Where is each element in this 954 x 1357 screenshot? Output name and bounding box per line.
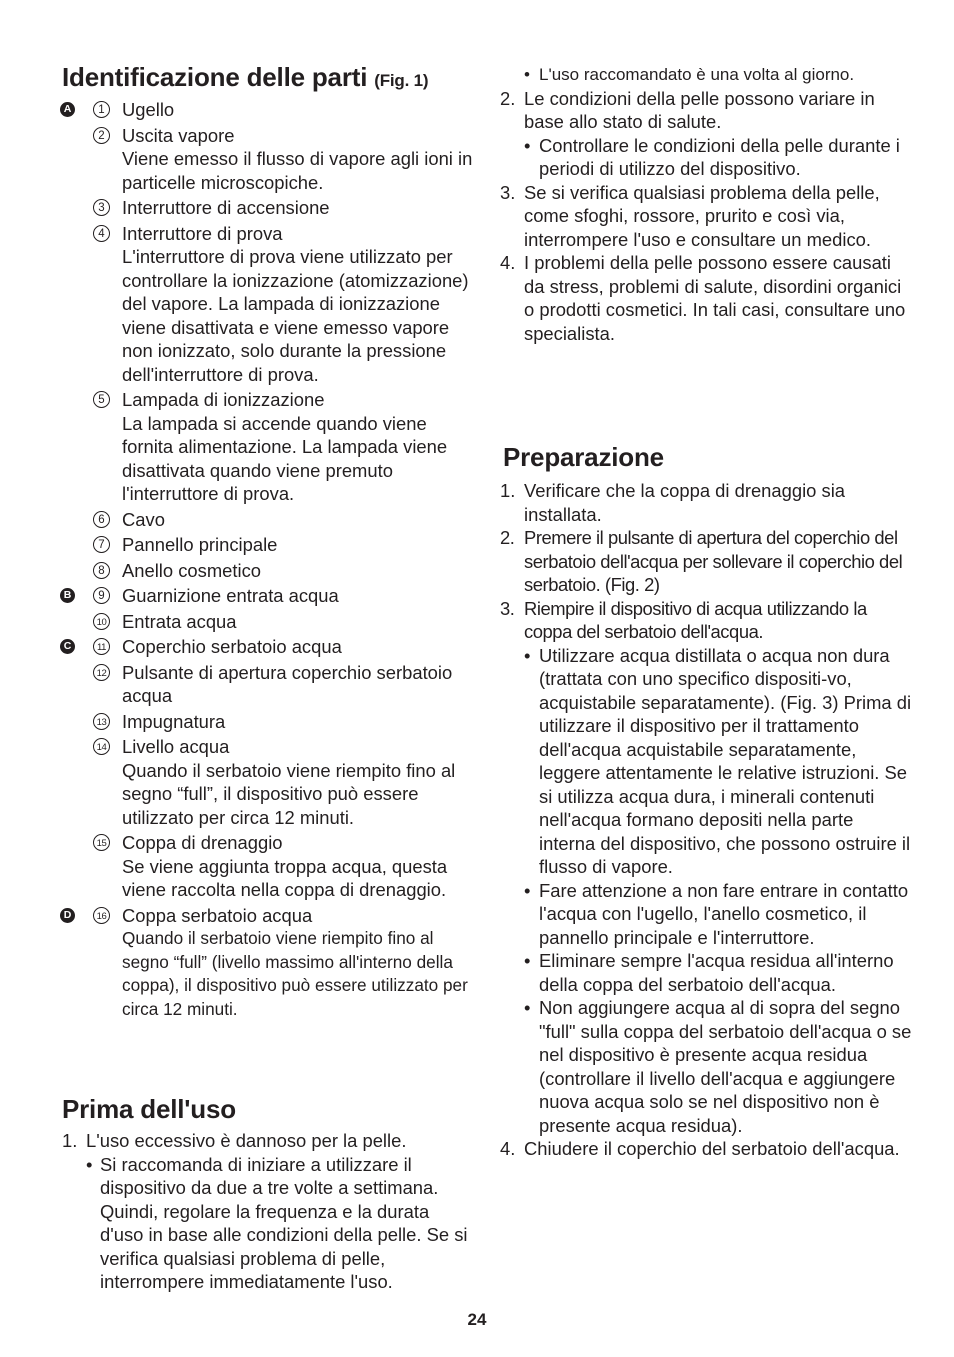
part-number: 4 [93, 225, 110, 242]
bullet-text: Controllare le condizioni della pelle durante i periodi di utilizzo del dispositivo. [539, 134, 900, 179]
part-item [62, 196, 482, 220]
bullet-text: Utilizzare acqua distillata o acqua non dura (trattata con uno specifico dispositi-vo, acquistabile separatamente). (Fig. 3) Prima di utilizzare il dispositivo per il trattamento dell'acqua acquistabile separatamente, leggere attentamente le relative istruzioni. Se si utilizza acqua dura, i minerali contenuti nell'acqua formano depositi nella parte interna del dispositivo, che possono ostruire il flusso di vapore. [539, 644, 912, 877]
bullet-text: Non aggiungere acqua al di sopra del segno "full" sulla coppa del serbatoio dell'acqua o se nel dispositivo è presente acqua residua (controllare il livello dell'acqua e aggiungere nuova acqua solo se nel dispositivo non è presente acqua residua). [539, 997, 912, 1136]
bullet-mark: • [524, 644, 531, 666]
page-number: 24 [467, 1310, 487, 1329]
section-marker: A [60, 102, 75, 117]
part-description: Viene emesso il flusso di vapore agli ioni in particelle microscopiche. [122, 148, 473, 193]
prima-uso-content [62, 1129, 476, 1294]
part-item [62, 904, 482, 1022]
preparazione-content [500, 479, 912, 1161]
part-label: Cavo [122, 508, 165, 530]
bullet-mark: • [524, 134, 531, 156]
list-item [500, 526, 912, 597]
part-label: Interruttore di prova [122, 222, 283, 244]
part-item [62, 222, 482, 387]
bullet-mark: • [86, 1153, 93, 1175]
part-item [62, 710, 482, 734]
part-label: Ugello [122, 99, 175, 120]
bullet-text: L'uso raccomandato è una volta al giorno. [539, 65, 855, 84]
bullet-text: Si raccomanda di iniziare a utilizzare il dispositivo da due a tre volte a settimana. Quindi, regolare la frequenza e la durata d'uso in base alle condizioni della pelle. Se si verifica qualsiasi problema di pelle, interrompere immediatamente l'uso. [100, 1153, 468, 1292]
item-number: 4. [500, 252, 516, 273]
bullet-item [500, 63, 910, 87]
part-description: Se viene aggiunta troppa acqua, questa viene raccolta nella coppa di drenaggio. [122, 855, 448, 900]
item-text: Premere il pulsante di apertura del coperchio del serbatoio dell'acqua per sollevare il coperchio del serbatoio. (Fig. 2) [524, 527, 903, 595]
part-item [62, 735, 482, 829]
part-label: Livello acqua [122, 736, 230, 757]
part-label: Coppa serbatoio acqua [122, 904, 313, 926]
part-number: 13 [93, 713, 110, 730]
part-number: 5 [93, 391, 110, 408]
bullet-mark: • [524, 65, 530, 84]
part-number: 1 [93, 101, 110, 118]
part-number: 10 [93, 613, 110, 630]
part-item [62, 661, 482, 708]
part-label: Anello cosmetico [122, 559, 262, 581]
bullet-item [500, 134, 910, 181]
list-item [500, 479, 912, 526]
title-text: Identificazione delle parti [62, 62, 368, 92]
part-label: Pulsante di apertura coperchio serbatoio acqua [122, 661, 453, 706]
bullet-mark: • [524, 997, 531, 1018]
part-item [62, 584, 482, 608]
section-title-preparazione: Preparazione [503, 442, 664, 472]
bullet-text: Eliminare sempre l'acqua residua all'interno della coppa del serbatoio dell'acqua. [539, 950, 894, 995]
item-number: 3. [500, 597, 515, 619]
section-title-identificazione [62, 62, 428, 93]
bullet-item [500, 949, 912, 996]
part-label: Uscita vapore [122, 124, 235, 146]
part-number: 14 [93, 738, 110, 755]
part-number: 7 [93, 536, 110, 553]
item-text: L'uso eccessivo è dannoso per la pelle. [86, 1130, 407, 1151]
section-marker: B [60, 588, 75, 603]
part-number: 2 [93, 127, 110, 144]
part-item [62, 98, 482, 122]
part-number: 3 [93, 199, 110, 216]
bullet-item [500, 996, 912, 1137]
bullet-mark: • [524, 950, 531, 971]
item-number: 1. [62, 1130, 78, 1151]
part-item [62, 559, 482, 583]
part-description: La lampada si accende quando viene fornita alimentazione. La lampada viene disattivata quando viene premuto l'interruttore di prova. [122, 412, 448, 504]
part-description: Quando il serbatoio viene riempito fino al segno “full” (livello massimo all'interno della coppa), il dispositivo può essere utilizzato per circa 12 minuti. [122, 928, 468, 1019]
bullet-item [62, 1153, 476, 1294]
part-label: Interruttore di accensione [122, 197, 330, 218]
item-text: Se si verifica qualsiasi problema della pelle, come sfoghi, rossore, prurito e così via, interrompere l'uso e consultare un medico. [524, 181, 880, 250]
part-item [62, 635, 482, 659]
figure-reference: (Fig. 1) [374, 71, 429, 90]
bullet-mark: • [524, 879, 531, 901]
list-item [62, 1129, 476, 1153]
part-number: 9 [93, 587, 110, 604]
part-label: Lampada di ionizzazione [122, 389, 325, 410]
item-text: I problemi della pelle possono essere causati da stress, problemi di salute, disordini organici o prodotti cosmetici. In tali casi, consultare uno specialista. [524, 252, 906, 344]
part-item [62, 388, 482, 506]
part-number: 8 [93, 562, 110, 579]
list-item [500, 1137, 912, 1161]
part-number: 16 [93, 907, 110, 924]
section-marker: D [60, 908, 75, 923]
part-description: Quando il serbatoio viene riempito fino al segno “full”, il dispositivo può essere utilizzato per circa 12 minuti. [122, 759, 456, 828]
part-number: 12 [93, 664, 110, 681]
part-label: Entrata acqua [122, 610, 237, 632]
part-item [62, 831, 482, 902]
part-label: Pannello principale [122, 534, 278, 555]
parts-list [62, 98, 482, 1021]
list-item [500, 87, 910, 134]
part-label: Impugnatura [122, 710, 226, 732]
item-number: 4. [500, 1138, 516, 1159]
list-item [500, 181, 910, 252]
item-number: 2. [500, 527, 515, 548]
item-text: Chiudere il coperchio del serbatoio dell'acqua. [524, 1138, 900, 1159]
item-text: Verificare che la coppa di drenaggio sia installata. [524, 480, 846, 525]
list-item [500, 251, 910, 345]
part-description: L'interruttore di prova viene utilizzato per controllare la ionizzazione (atomizzazione) del vapore. La lampada di ionizzazione viene disattivata e viene emesso vapore non ionizzato, solo durante la pressione dell'interruttore di prova. [122, 246, 469, 385]
bullet-item [500, 644, 912, 879]
item-number: 2. [500, 87, 516, 109]
part-number: 11 [93, 638, 110, 655]
section-marker: C [60, 639, 75, 654]
part-label: Guarnizione entrata acqua [122, 585, 339, 606]
item-text: Riempire il dispositivo di acqua utilizzando la coppa del serbatoio dell'acqua. [524, 597, 867, 642]
part-item [62, 533, 482, 557]
item-number: 3. [500, 181, 516, 203]
section-title-prima-uso: Prima dell'uso [62, 1094, 236, 1124]
part-item [62, 508, 482, 532]
part-item [62, 610, 482, 634]
part-label: Coppa di drenaggio [122, 832, 283, 853]
prima-uso-continued [500, 63, 910, 345]
part-number: 15 [93, 834, 110, 851]
part-label: Coperchio serbatoio acqua [122, 636, 342, 657]
item-number: 1. [500, 480, 516, 501]
item-text: Le condizioni della pelle possono variare in base allo stato di salute. [524, 87, 875, 132]
list-item [500, 597, 912, 644]
bullet-text: Fare attenzione a non fare entrare in contatto l'acqua con l'ugello, l'anello cosmetico, il pannello principale e l'interruttore. [539, 879, 909, 948]
bullet-item [500, 879, 912, 950]
part-number: 6 [93, 511, 110, 528]
part-item [62, 124, 482, 195]
